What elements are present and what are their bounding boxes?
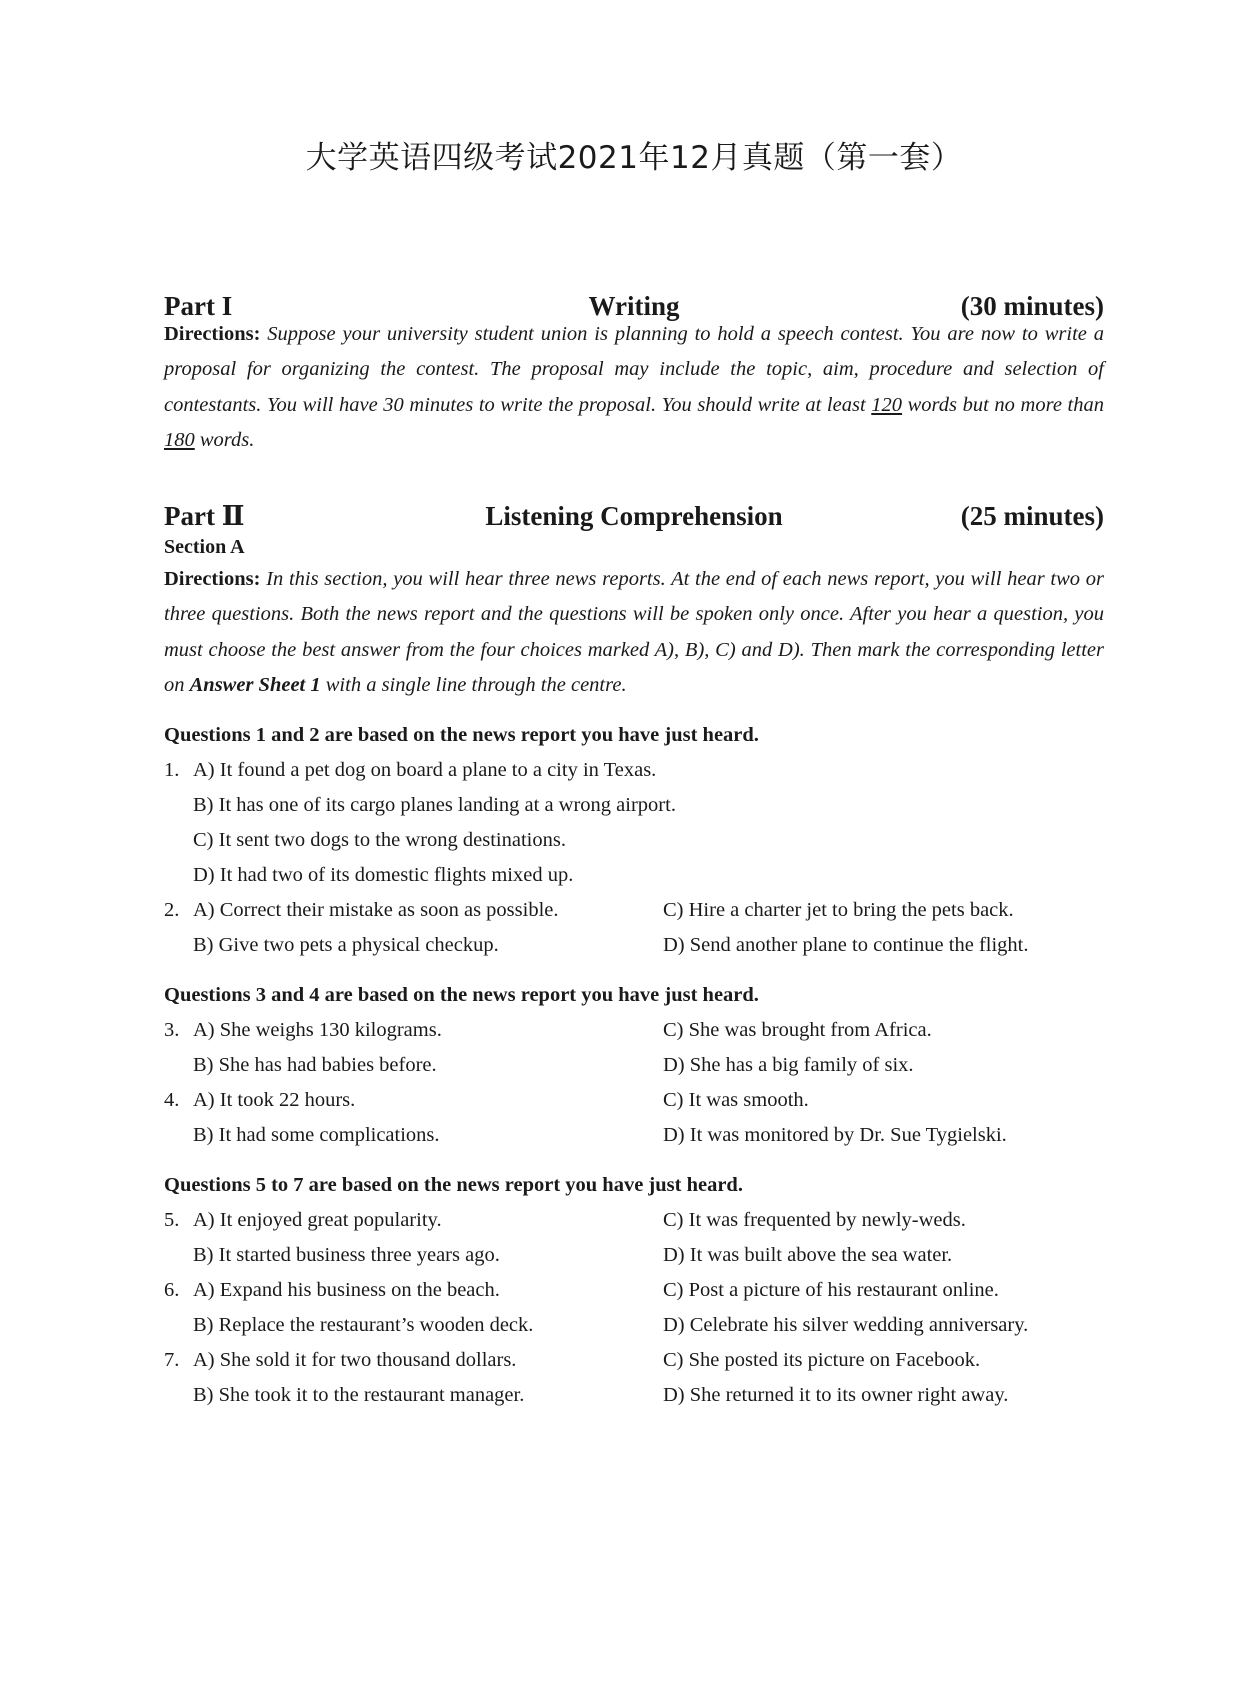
part1-number: Part I [164,291,233,321]
part2-number: Part Ⅱ [164,501,245,531]
question-line [164,1314,1104,1344]
option-left: A) It took 22 hours. [193,1089,356,1111]
max-words: 180 [164,428,195,451]
question-number: 5. [164,1209,180,1231]
option-left: B) She has had babies before. [193,1054,437,1076]
option-left: B) She took it to the restaurant manager. [193,1384,525,1406]
option-left: A) She weighs 130 kilograms. [193,1019,442,1041]
option-right: D) She has a big family of six. [663,1054,914,1076]
min-words: 120 [871,393,903,416]
option-right: C) It was frequented by newly-weds. [663,1209,966,1231]
option-right: C) She posted its picture on Facebook. [663,1349,981,1371]
section-a-label: Section A [164,536,245,558]
option-right: C) Post a picture of his restaurant online. [663,1279,999,1301]
question-line [164,1089,1104,1119]
question-number: 4. [164,1089,180,1111]
option-right: D) It was monitored by Dr. Sue Tygielski. [663,1124,1007,1146]
option-left: C) It sent two dogs to the wrong destinations. [193,829,566,851]
question-line [164,794,1104,824]
part1-directions-label: Directions: [164,323,261,345]
question-line [164,1209,1104,1239]
question-group-title: Questions 5 to 7 are based on the news report you have just heard. [164,1174,743,1196]
question-line [164,934,1104,964]
question-line [164,759,1104,789]
option-left: B) It has one of its cargo planes landing at a wrong airport. [193,794,676,816]
part1-time: (30 minutes) [960,291,1104,321]
option-left: A) She sold it for two thousand dollars. [193,1349,517,1371]
part1-directions-text-3: words. [194,428,255,451]
option-right: C) Hire a charter jet to bring the pets back. [663,899,1014,921]
option-right: D) She returned it to its owner right away. [663,1384,1009,1406]
question-line [164,829,1104,859]
option-right: C) It was smooth. [663,1089,809,1111]
part2-name: Listening Comprehension [485,501,783,531]
option-left: B) It had some complications. [193,1124,440,1146]
question-number: 2. [164,899,180,921]
question-group-title: Questions 3 and 4 are based on the news report you have just heard. [164,984,759,1006]
part2-directions [164,562,1104,703]
question-number: 7. [164,1349,180,1371]
question-number: 1. [164,759,180,781]
part2-header [164,501,1104,537]
option-right: C) She was brought from Africa. [663,1019,932,1041]
part1-directions-text-2: words but no more than [902,393,1104,416]
document-title: 大学英语四级考试2021年12月真题（第一套） [305,140,963,176]
question-line [164,899,1104,929]
option-left: A) It found a pet dog on board a plane to a city in Texas. [193,759,657,781]
option-left: B) Give two pets a physical checkup. [193,934,499,956]
question-number: 6. [164,1279,180,1301]
part1-directions [164,317,1104,458]
option-left: A) Correct their mistake as soon as possible. [193,899,559,921]
part2-directions-text-1: In this section, you will hear three news reports. At the end of each news report, you will hear two or three questions. Both the news report and the questions will be spoken only once. After you hear a question, you must choose the best answer from the four choices marked A), B), C) and D). Then mark the corresponding letter on [164,568,1104,696]
part1-directions-text-1: Suppose your university student union is planning to hold a speech contest. You are now to write a proposal for organizing the contest. The proposal may include the topic, aim, procedure and selection of contestants. You will have 30 minutes to write the proposal. You should write at least [164,323,1104,416]
question-line [164,1279,1104,1309]
part2-directions-label: Directions: [164,568,261,590]
option-left: B) Replace the restaurant’s wooden deck. [193,1314,534,1336]
part2-time: (25 minutes) [960,501,1104,531]
question-line [164,1054,1104,1084]
question-line [164,1349,1104,1379]
question-line [164,1244,1104,1274]
option-left: A) It enjoyed great popularity. [193,1209,442,1231]
question-number: 3. [164,1019,180,1041]
option-right: D) Send another plane to continue the flight. [663,934,1029,956]
option-left: D) It had two of its domestic flights mixed up. [193,864,574,886]
option-right: D) It was built above the sea water. [663,1244,953,1266]
answer-sheet-label: Answer Sheet 1 [189,673,321,696]
question-line [164,1124,1104,1154]
question-group-title: Questions 1 and 2 are based on the news report you have just heard. [164,724,759,746]
option-left: B) It started business three years ago. [193,1244,500,1266]
option-right: D) Celebrate his silver wedding anniversary. [663,1314,1029,1336]
part1-name: Writing [588,291,680,321]
option-left: A) Expand his business on the beach. [193,1279,500,1301]
question-line [164,1384,1104,1414]
question-line [164,864,1104,894]
question-line [164,1019,1104,1049]
part2-directions-text-2: with a single line through the centre. [320,673,627,696]
